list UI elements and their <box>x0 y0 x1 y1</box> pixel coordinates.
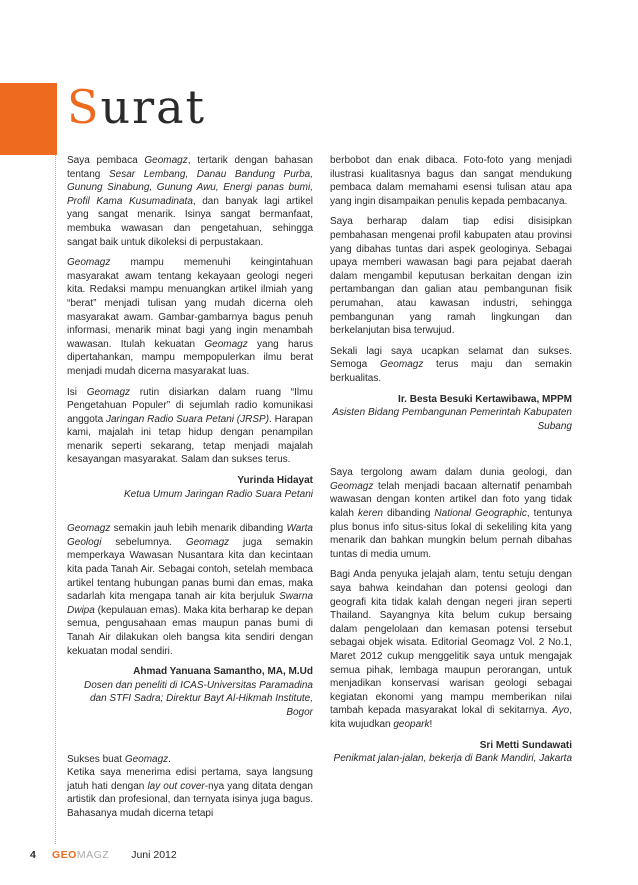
letter-4-para-2: Bagi Anda penyuka jelajah alam, tentu setuju dengan saya bahwa keindahan dan potensi geologi dan geografi kita tidak kalah dengan negeri jiran seperti Thailand. Sayangnya kita belum cukup bersaing dalam pengelolaan dan kemasan potensi tersebut sebagai objek wisata. Editorial Geomagz Vol. 2 No.1, Maret 2012 cukup menggelitik saya untuk mengajak semua pihak, lembaga maupun perorangan, untuk menjadikan konservasi warisan geologi sebagai kegiatan ekonomi yang mampu memberikan nilai tambah kepada masyarakat lokal di sekitarnya. Ayo, kita wujudkan geopark! <box>330 569 572 730</box>
signature-affiliation: Penikmat jalan-jalan, bekerja di Bank Mandiri, Jakarta <box>333 753 572 765</box>
signature-affiliation: Dosen dan peneliti di ICAS-Universitas Paramadina dan STFI Sadra; Direktur Bayt Al-Hikmah Institute, Bogor <box>83 679 313 718</box>
left-column <box>67 154 313 828</box>
signature-yurinda <box>67 474 313 501</box>
orange-accent-band <box>0 83 57 155</box>
signature-name: Ir. Besta Besuki Kertawibawa, MPPM <box>398 393 572 405</box>
title-initial: S <box>67 80 101 134</box>
page-title <box>67 80 207 134</box>
letter-1-para-3: Isi Geomagz rutin disiarkan dalam ruang “Ilmu Pengetahuan Populer” di sejumlah radio komunikasi anggota Jaringan Radio Suara Petani (JRSP). Harapan kami, majalah ini tetap hidup dengan penampilan menarik seperti sekarang, tetap menjadi majalah kesayangan masyarakat. Salam dan sukses terus. <box>67 386 313 466</box>
letter-3-para-4: Sekali lagi saya ucapkan selamat dan sukses. Semoga Geomagz terus maju dan semakin berkualitas. <box>330 345 572 384</box>
signature-sri <box>330 739 572 766</box>
signature-besta <box>330 393 572 434</box>
title-rest: urat <box>100 80 207 134</box>
signature-name: Yurinda Hidayat <box>237 475 313 487</box>
letter-3-para-3: Saya berharap dalam tiap edisi disisipkan pembahasan mengenai profil kabupaten atau provinsi yang dibahas tuntas dari aspek geologinya. Sebagai upaya memberi wawasan bagi para pejabat daerah dalam mengambil keputusan berkaitan dengan izin pertambangan dan galian atau pembangunan fisik perumahan, atau kawasan industri, sehingga pembangunan yang ramah lingkungan dan berkelanjutan bisa terwujud. <box>330 216 572 337</box>
letter-3-para-2: berbobot dan enak dibaca. Foto-foto yang menjadi ilustrasi kualitasnya bagus dan sangat mendukung pembaca dalam memahami esensi tulisan atau apa yang ingin disampaikan penulis kepada pembacanya. <box>330 155 572 207</box>
letter-1-para-2: Geomagz mampu memenuhi keingintahuan masyarakat awam tentang kekayaan geologi negeri kita. Redaksi mampu menuangkan artikel ilmiah yang “berat” menjadi tulisan yang mudah dicerna oleh masyarakat awam. Gambar-gambarnya bagus penuh informasi, menarik minat bagi yang ingin menambah wawasan. Itulah kekuatan Geomagz yang harus dipertahankan, mampu mempopulerkan ilmu berat menjadi mudah dicerna masyarakat luas. <box>67 257 313 377</box>
magazine-logo: GEOMAGZ <box>52 849 110 861</box>
letter-2-para-1: Geomagz semakin jauh lebih menarik dibanding Warta Geologi sebelumnya. Geomagz juga semakin memperkaya Wawasan Nusantara kita dan kecintaan kita pada Tanah Air. Sebagai contoh, setelah membaca artikel tentang hubungan panas bumi dan emas, maka sadarlah kita mengapa tanah air kita berjuluk Swarna Dwipa (kepulauan emas). Maka kita berharap ke depan semua, pengusahaan emas maupun panas bumi di Tanah Air dilakukan oleh bangsa kita sendiri dengan kekuatan modal sendiri. <box>67 523 313 657</box>
signature-ahmad <box>67 665 313 719</box>
letter-1-para-1: Saya pembaca Geomagz, tertarik dengan bahasan tentang Sesar Lembang, Danau Bandung Purba, Gunung Sinabung, Gunung Awu, Energi panas bumi, Profil Kama Kusumadinata, dan banyak lagi artikel yang sangat menarik. Isinya sangat bermanfaat, membuka wawasan dan pengetahuan, sehingga sangat baik untuk dikoleksi di perpustakaan. <box>67 155 313 248</box>
signature-affiliation: Ketua Umum Jaringan Radio Suara Petani <box>124 488 313 500</box>
page-number: 4 <box>30 849 36 861</box>
letter-4-para-1: Saya tergolong awam dalam dunia geologi, dan Geomagz telah menjadi bacaan alternatif penambah wawasan dengan konten artikel dan foto yang tidak kalah keren dibanding National Geographic, tentunya plus bonus info situs-situs lokal di sekeliling kita yang menarik dan bahkan mungkin belum pernah dibahas tuntas di media umum. <box>330 467 573 560</box>
signature-name: Ahmad Yanuana Samantho, MA, M.Ud <box>133 666 313 678</box>
signature-affiliation: Asisten Bidang Pembangunan Pemerintah Kabupaten Subang <box>332 407 572 432</box>
right-column <box>330 154 572 773</box>
signature-name: Sri Metti Sundawati <box>479 739 572 751</box>
page-footer <box>30 849 177 861</box>
letter-3-para-1: Sukses buat Geomagz. Ketika saya menerima edisi pertama, saya langsung jatuh hati dengan lay out cover-nya yang ditata dengan artistik dan profesional, dan ternyata isinya juga bagus. Bahasanya mudah dicerna tetapi <box>67 753 313 819</box>
issue-date: Juni 2012 <box>131 849 177 861</box>
